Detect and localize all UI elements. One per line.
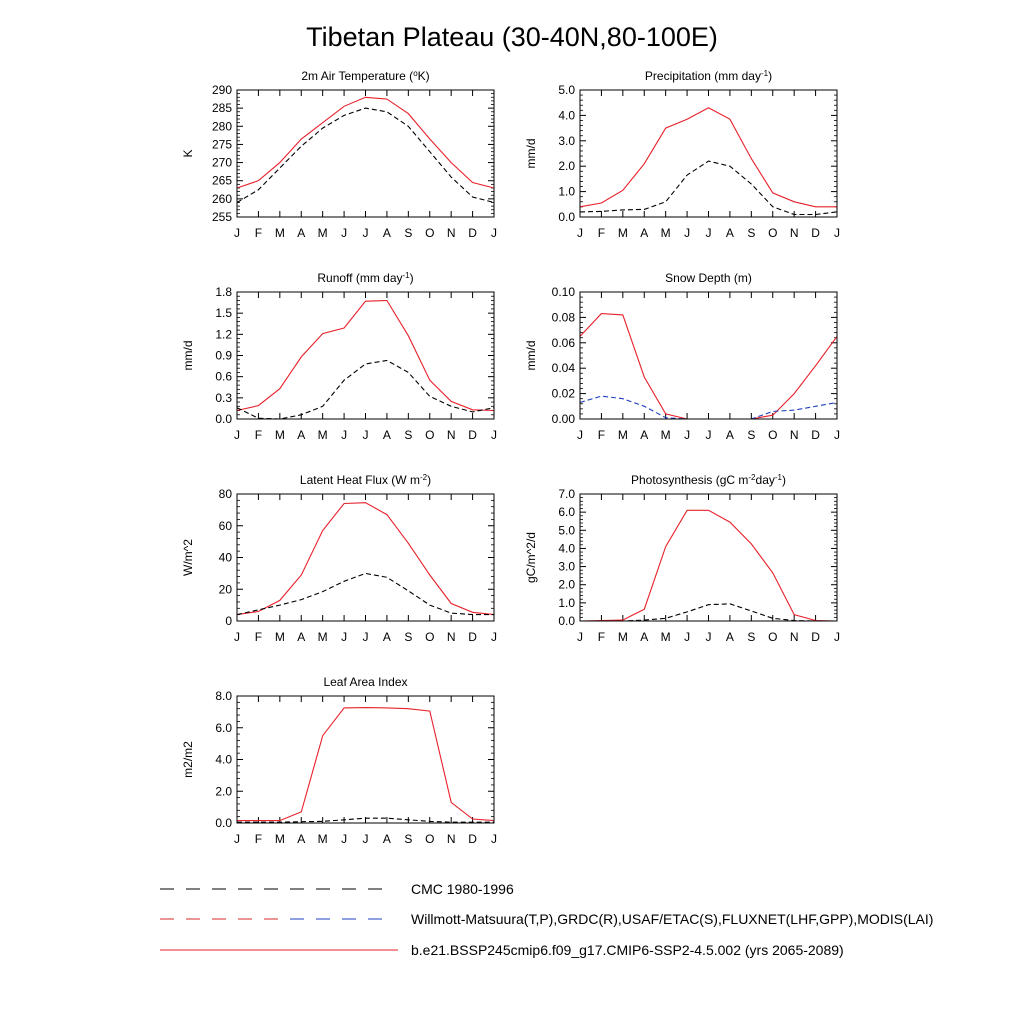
x-tick-label: M <box>317 428 328 442</box>
x-tick-label: O <box>425 428 435 442</box>
y-tick-label: 1.8 <box>215 285 232 299</box>
y-tick-label: 4.0 <box>558 108 575 123</box>
title-part: Runoff (mm day <box>317 271 403 285</box>
x-tick-label: J <box>705 226 712 240</box>
y-tick-label: 0.06 <box>551 335 575 350</box>
title-part: -1 <box>760 68 769 78</box>
x-tick-label: M <box>660 630 671 644</box>
legend-label: Willmott-Matsuura(T,P),GRDC(R),USAF/ETAC(S),FLUXNET(LHF,GPP),MODIS(LAI) <box>411 911 934 927</box>
x-tick-label: J <box>341 226 348 240</box>
title-part: Latent Heat Flux (W m <box>299 473 420 487</box>
y-tick-label: 1.2 <box>215 327 232 342</box>
x-tick-label: J <box>341 832 348 846</box>
x-tick-label: D <box>811 428 820 442</box>
x-tick-label: N <box>789 630 799 644</box>
x-tick-label: F <box>254 226 263 240</box>
x-tick-label: J <box>684 226 691 240</box>
x-tick-label: M <box>317 226 328 240</box>
x-tick-label: N <box>446 832 456 846</box>
title-part: ) <box>768 69 773 83</box>
y-tick-label: 20 <box>218 582 232 597</box>
y-tick-label: 2.0 <box>215 784 232 799</box>
x-tick-label: O <box>425 630 435 644</box>
panel-title <box>323 675 407 689</box>
y-tick-label: 255 <box>211 210 232 224</box>
y-tick-label: 275 <box>211 137 232 152</box>
x-tick-label: S <box>747 226 756 240</box>
y-tick-label: 7.0 <box>558 487 575 501</box>
title-part: ) <box>782 473 786 487</box>
x-tick-label: M <box>617 226 628 240</box>
y-tick-label: 0.0 <box>558 614 575 628</box>
series-line-0 <box>580 314 837 419</box>
y-tick-label: 0.9 <box>215 348 232 363</box>
y-tick-label: 2.0 <box>558 159 575 174</box>
x-tick-label: J <box>491 630 497 644</box>
y-tick-label: 0.0 <box>558 210 575 224</box>
x-tick-label: F <box>597 428 606 442</box>
x-tick-label: D <box>468 630 477 644</box>
panel-title <box>645 69 772 84</box>
x-tick-label: S <box>747 630 756 644</box>
x-tick-label: J <box>834 428 840 442</box>
x-tick-label: A <box>382 832 391 846</box>
x-tick-label: S <box>747 428 756 442</box>
x-tick-label: D <box>468 428 477 442</box>
series-line-0 <box>237 503 494 615</box>
legend-entry-0 <box>160 881 514 897</box>
title-part: ) <box>409 271 414 285</box>
plot-frame <box>237 696 494 823</box>
y-tick-label: 0.02 <box>551 386 575 401</box>
x-tick-label: J <box>362 630 369 644</box>
y-tick-label: 5.0 <box>558 523 575 538</box>
y-tick-label: 0.6 <box>215 369 232 384</box>
x-tick-label: J <box>705 428 712 442</box>
y-tick-label: 1.0 <box>558 595 575 610</box>
x-tick-label: A <box>297 832 306 846</box>
panel-title <box>631 473 786 488</box>
y-tick-label: 0.3 <box>215 390 232 405</box>
legend-label: b.e21.BSSP245cmip6.f09_g17.CMIP6-SSP2-4.5.002 (yrs 2065-2089) <box>411 942 844 958</box>
chart-panel-2 <box>181 271 497 443</box>
x-tick-label: N <box>446 428 456 442</box>
y-tick-label: 1.0 <box>558 184 575 199</box>
plot-frame <box>580 90 837 217</box>
x-tick-label: M <box>274 832 285 846</box>
y-tick-label: 0.04 <box>551 361 575 376</box>
x-tick-label: A <box>382 226 391 240</box>
plot-frame <box>580 292 837 419</box>
panel-title <box>300 473 431 488</box>
plot-frame <box>580 494 837 621</box>
series-line-1 <box>580 161 837 214</box>
x-tick-label: M <box>317 832 328 846</box>
panels <box>181 69 840 847</box>
legend <box>160 881 933 958</box>
x-tick-label: A <box>725 630 734 644</box>
x-tick-label: D <box>468 832 477 846</box>
x-tick-label: J <box>234 630 240 644</box>
y-axis-label: K <box>181 149 195 158</box>
x-tick-label: S <box>404 832 413 846</box>
y-tick-label: 4.0 <box>558 541 575 556</box>
x-tick-label: A <box>382 630 391 644</box>
y-tick-label: 8.0 <box>215 689 232 703</box>
x-tick-label: M <box>317 630 328 644</box>
chart-panel-4 <box>181 473 497 645</box>
x-tick-label: J <box>362 832 369 846</box>
x-tick-label: O <box>425 226 435 240</box>
y-tick-label: 260 <box>211 191 232 206</box>
series-line-1 <box>237 108 494 202</box>
legend-label: CMC 1980-1996 <box>411 881 514 897</box>
y-tick-label: 4.0 <box>215 752 232 767</box>
x-tick-label: J <box>491 832 497 846</box>
title-part: 2m Air Temperature ( <box>301 69 414 83</box>
chart-panel-5 <box>524 473 840 645</box>
x-tick-label: J <box>234 428 240 442</box>
chart-panel-0 <box>181 69 497 241</box>
x-tick-label: M <box>617 630 628 644</box>
y-axis-label: mm/d <box>181 340 195 371</box>
title-part: -1 <box>402 270 410 280</box>
y-tick-label: 1.5 <box>215 306 232 321</box>
x-tick-label: N <box>789 428 799 442</box>
y-axis-label: gC/m^2/d <box>524 532 538 583</box>
series-line-0 <box>237 301 494 411</box>
y-tick-label: 0.0 <box>215 412 232 426</box>
x-tick-label: M <box>660 226 671 240</box>
x-tick-label: J <box>684 428 691 442</box>
x-tick-label: M <box>617 428 628 442</box>
x-tick-label: A <box>297 428 306 442</box>
x-tick-label: M <box>274 428 285 442</box>
title-part: Photosynthesis (gC m <box>631 473 749 487</box>
title-part: ) <box>427 473 432 487</box>
y-tick-label: 3.0 <box>558 133 575 148</box>
y-axis-label: mm/d <box>524 138 538 169</box>
x-tick-label: M <box>274 226 285 240</box>
y-tick-label: 0.08 <box>551 310 575 325</box>
x-tick-label: J <box>834 630 840 644</box>
title-part: -1 <box>774 472 782 482</box>
x-tick-label: D <box>811 226 820 240</box>
x-tick-label: F <box>254 428 263 442</box>
x-tick-label: J <box>834 226 840 240</box>
y-tick-label: 270 <box>211 155 232 170</box>
x-tick-label: J <box>341 630 348 644</box>
title-part: Precipitation (mm day <box>644 69 761 83</box>
y-tick-label: 265 <box>211 173 232 188</box>
x-tick-label: J <box>234 832 240 846</box>
plot-frame <box>237 90 494 217</box>
y-tick-label: 280 <box>211 119 232 134</box>
y-axis-label: W/m^2 <box>181 539 195 576</box>
series-line-1 <box>237 573 494 614</box>
title-part: K) <box>417 69 430 83</box>
x-tick-label: N <box>446 630 456 644</box>
series-line-0 <box>237 97 494 188</box>
x-tick-label: A <box>640 226 649 240</box>
y-tick-label: 6.0 <box>215 720 232 735</box>
y-tick-label: 6.0 <box>558 505 575 520</box>
panel-title <box>301 69 429 84</box>
x-tick-label: O <box>768 428 778 442</box>
legend-entry-2 <box>160 942 844 958</box>
x-tick-label: D <box>468 226 477 240</box>
y-tick-label: 5.0 <box>558 83 575 97</box>
x-tick-label: A <box>725 226 734 240</box>
y-tick-label: 0.10 <box>551 285 575 299</box>
title-part: o <box>413 68 418 78</box>
series-line-1 <box>237 360 494 419</box>
x-tick-label: A <box>725 428 734 442</box>
x-tick-label: A <box>640 428 649 442</box>
x-tick-label: J <box>684 630 691 644</box>
x-tick-label: J <box>341 428 348 442</box>
y-tick-label: 40 <box>218 550 232 565</box>
title-part: Leaf Area Index <box>323 675 408 689</box>
x-tick-label: D <box>811 630 820 644</box>
x-tick-label: J <box>491 226 497 240</box>
y-tick-label: 60 <box>218 518 232 533</box>
y-tick-label: 80 <box>218 487 232 501</box>
x-tick-label: S <box>404 226 413 240</box>
x-tick-label: J <box>705 630 712 644</box>
chart-panel-1 <box>524 69 840 241</box>
x-tick-label: N <box>446 226 456 240</box>
x-tick-label: O <box>425 832 435 846</box>
x-tick-label: S <box>404 630 413 644</box>
x-tick-label: F <box>254 832 263 846</box>
x-tick-label: S <box>404 428 413 442</box>
x-tick-label: F <box>597 630 606 644</box>
title-part: day <box>755 473 775 487</box>
plot-frame <box>237 292 494 419</box>
chart-panel-6 <box>181 675 497 846</box>
x-tick-label: F <box>254 630 263 644</box>
x-tick-label: M <box>660 428 671 442</box>
x-tick-label: A <box>297 226 306 240</box>
panel-title <box>665 271 752 285</box>
x-tick-label: O <box>768 226 778 240</box>
panel-title <box>317 271 413 286</box>
title-part: -2 <box>748 472 756 482</box>
y-tick-label: 0.00 <box>551 412 575 426</box>
y-axis-label: mm/d <box>524 340 538 371</box>
y-tick-label: 3.0 <box>558 559 575 574</box>
x-tick-label: N <box>789 226 799 240</box>
y-axis-label: m2/m2 <box>181 741 195 778</box>
x-tick-label: M <box>274 630 285 644</box>
y-tick-label: 290 <box>211 83 232 97</box>
title-part: -2 <box>419 472 428 482</box>
x-tick-label: J <box>362 226 369 240</box>
title-part: Snow Depth (m) <box>665 271 752 285</box>
y-tick-label: 0.0 <box>215 816 232 830</box>
x-tick-label: J <box>362 428 369 442</box>
x-tick-label: J <box>491 428 497 442</box>
x-tick-label: J <box>577 226 583 240</box>
x-tick-label: A <box>297 630 306 644</box>
x-tick-label: J <box>234 226 240 240</box>
x-tick-label: O <box>768 630 778 644</box>
plot-frame <box>237 494 494 621</box>
x-tick-label: J <box>577 630 583 644</box>
y-tick-label: 285 <box>211 101 232 116</box>
chart-panel-3 <box>524 271 840 442</box>
series-line-0 <box>237 708 494 821</box>
y-tick-label: 0 <box>225 614 232 628</box>
x-tick-label: A <box>640 630 649 644</box>
figure-title: Tibetan Plateau (30-40N,80-100E) <box>306 22 718 52</box>
y-tick-label: 2.0 <box>558 577 575 592</box>
x-tick-label: J <box>577 428 583 442</box>
legend-entry-1 <box>160 911 933 927</box>
series-line-0 <box>580 108 837 207</box>
x-tick-label: A <box>382 428 391 442</box>
x-tick-label: F <box>597 226 606 240</box>
